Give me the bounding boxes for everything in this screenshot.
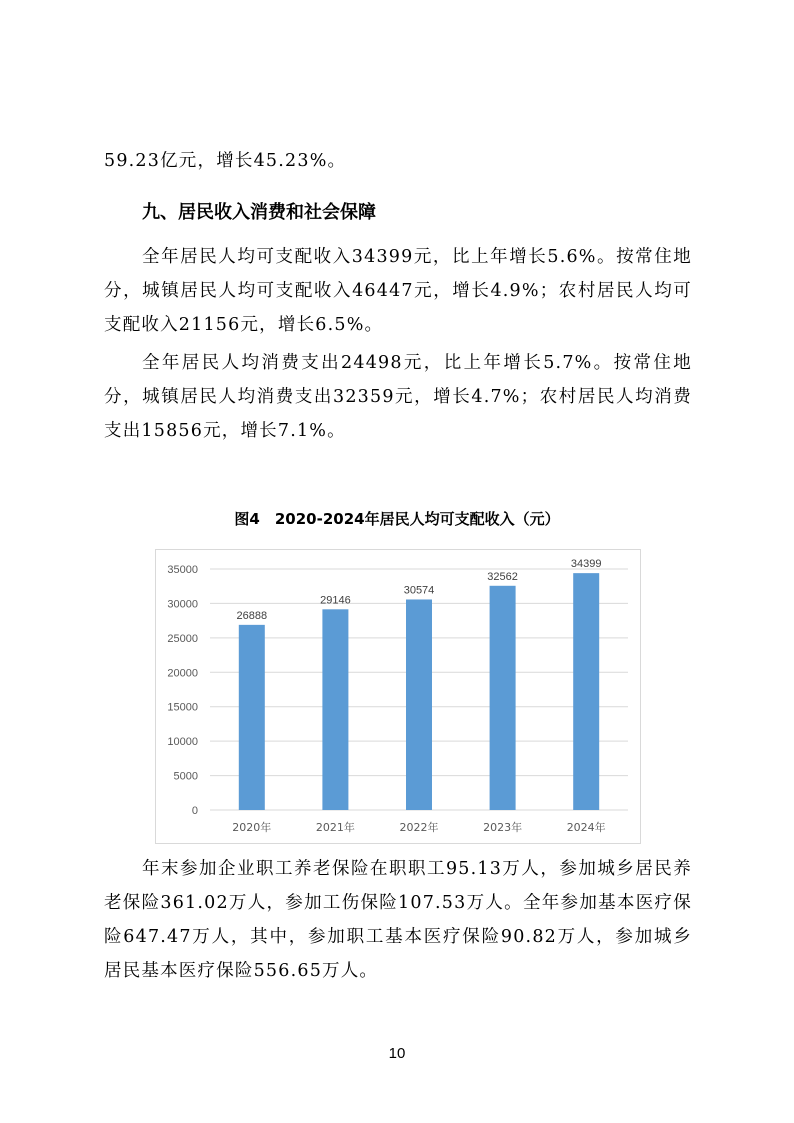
section-heading: 九、居民收入消费和社会保障 — [142, 202, 376, 223]
data-label: 26888 — [236, 609, 268, 622]
bar — [239, 625, 265, 810]
y-tick-label: 20000 — [167, 667, 198, 680]
chart-canvas — [156, 550, 640, 843]
data-label: 30574 — [403, 584, 435, 597]
y-tick-label: 5000 — [173, 770, 198, 783]
bar-chart — [155, 549, 641, 844]
page-number: 10 — [388, 1045, 406, 1062]
bar — [490, 586, 516, 810]
paragraph-consumption: 全年居民人均消费支出24498元，比上年增长5.7%。按常住地分，城镇居民人均消费支出32359元，增长4.7%；农村居民人均消费支出15856元，增长7.1%。 — [104, 353, 692, 441]
bar — [573, 573, 599, 810]
y-tick-label: 10000 — [167, 736, 198, 749]
paragraph-social-insurance: 年末参加企业职工养老保险在职职工95.13万人，参加城乡居民养老保险361.02万人，参加工伤保险107.53万人。全年参加基本医疗保险647.47万人，其中，参加职工基本医疗保险90.82万人，参加城乡居民基本医疗保险556.65万人。 — [104, 859, 692, 981]
x-tick-label: 2020年 — [232, 821, 272, 834]
y-tick-label: 25000 — [167, 632, 198, 645]
data-label: 29146 — [320, 594, 351, 607]
figure-title: 图4 2020-2024年居民人均可支配收入（元） — [234, 510, 560, 528]
paragraph-income: 全年居民人均可支配收入34399元，比上年增长5.6%。按常住地分，城镇居民人均可支配收入46447元，增长4.9%；农村居民人均可支配收入21156元，增长6.5%。 — [104, 247, 692, 335]
paragraph-fiscal-tail: 59.23亿元，增长45.23%。 — [104, 151, 347, 171]
y-tick-label: 0 — [191, 805, 198, 817]
x-tick-label: 2024年 — [566, 821, 606, 834]
y-tick-label: 30000 — [167, 598, 198, 611]
data-label: 34399 — [570, 558, 602, 571]
x-tick-label: 2023年 — [483, 821, 523, 834]
x-tick-label: 2022年 — [399, 821, 439, 834]
y-tick-label: 15000 — [167, 701, 198, 714]
bar — [406, 599, 432, 810]
y-tick-label: 35000 — [167, 564, 198, 576]
x-tick-label: 2021年 — [315, 821, 355, 834]
data-label: 32562 — [487, 570, 518, 583]
bar — [322, 609, 348, 810]
